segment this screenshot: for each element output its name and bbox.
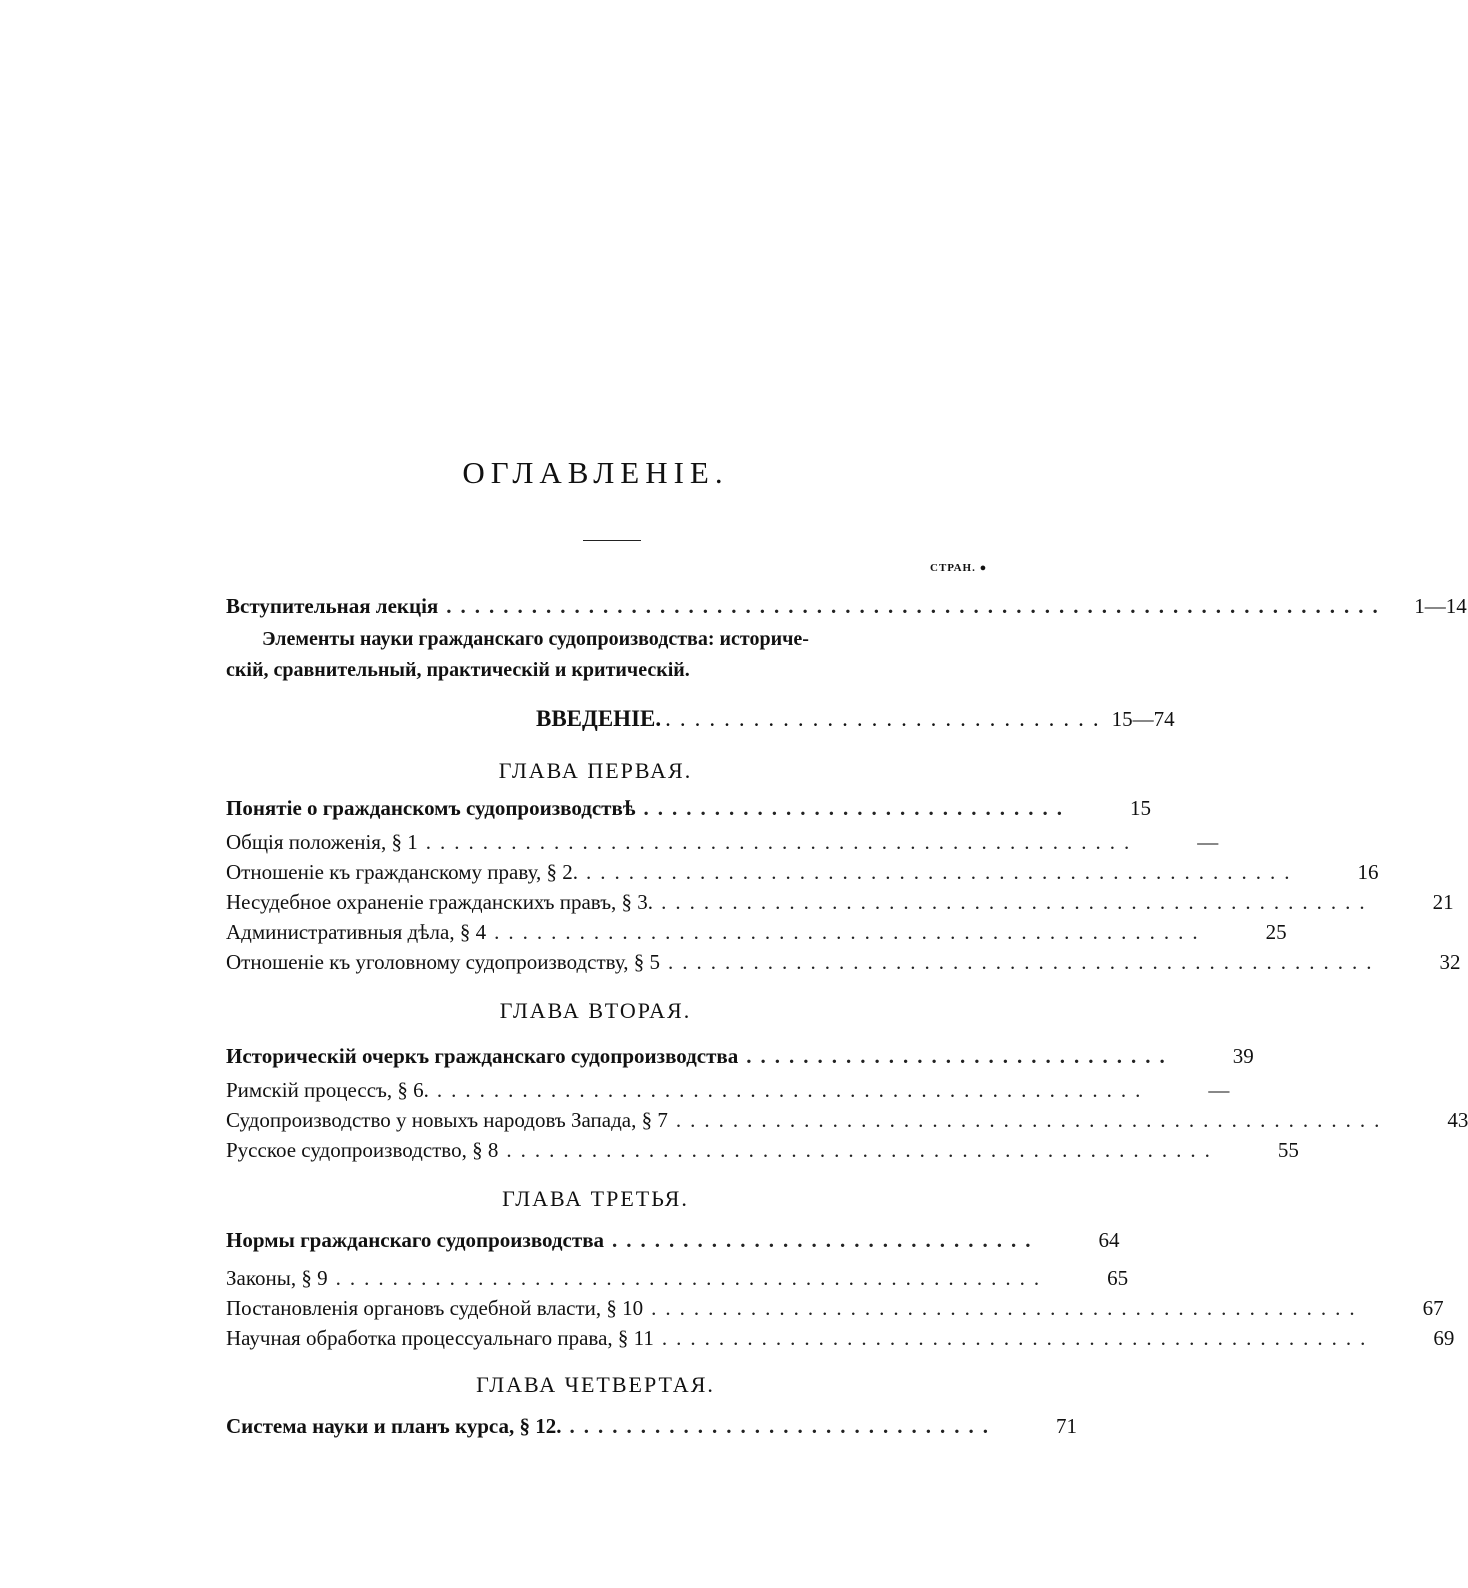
toc-entry xyxy=(226,860,1379,888)
toc-entry-page: 64 xyxy=(1098,1228,1120,1252)
toc-entry-label: Административныя дѣла, § 4 xyxy=(226,920,487,944)
toc-entry xyxy=(226,1078,1230,1106)
leader-dots: .................................................. xyxy=(585,860,1299,884)
description-line: Элементы науки гражданскаго судопроизводства: историче- xyxy=(262,628,809,650)
toc-entry-label: Система науки и планъ курса, § 12. xyxy=(226,1414,562,1438)
leader-dots: .................................................. xyxy=(425,830,1139,854)
chapter-title-entry xyxy=(226,1044,1254,1072)
page-title: ОГЛАВЛЕНІЕ. xyxy=(462,455,729,490)
toc-entry-page: 69 xyxy=(1433,1326,1455,1350)
toc-entry-label: Нормы гражданскаго судопроизводства xyxy=(226,1228,605,1252)
chapter-heading: ГЛАВА ВТОРАЯ. xyxy=(499,998,692,1023)
leader-dots: .................................................. xyxy=(335,1266,1049,1290)
toc-entry-lecture xyxy=(226,594,1467,622)
leader-dots: .............................. xyxy=(643,796,1071,820)
leader-dots: .................................................. xyxy=(668,950,1381,974)
chapter-heading: ГЛАВА ТРЕТЬЯ. xyxy=(502,1186,689,1211)
leader-dots: .................................................. xyxy=(494,920,1207,944)
leader-dots: .............................. xyxy=(746,1044,1174,1068)
leader-dots: .................................................. xyxy=(506,1138,1219,1162)
toc-entry xyxy=(226,1296,1444,1324)
toc-entry-page: 16 xyxy=(1357,860,1379,884)
chapter-heading: ГЛАВА ЧЕТВЕРТАЯ. xyxy=(476,1372,715,1397)
toc-entry-page: 21 xyxy=(1432,890,1454,914)
toc-entry-page: 32 xyxy=(1439,950,1461,974)
toc-entry-label: Научная обработка процессуальнаго права, § 11 xyxy=(226,1326,654,1350)
toc-entry-label: Русское судопроизводство, § 8 xyxy=(226,1138,499,1162)
toc-entry xyxy=(226,1108,1468,1136)
toc-entry-label: Общія положенія, § 1 xyxy=(226,830,418,854)
chapter-title-entry xyxy=(226,1414,1077,1442)
toc-entry-label: Судопроизводство у новыхъ народовъ Запада, § 7 xyxy=(226,1108,668,1132)
toc-entry-label: Отношеніе къ уголовному судопроизводству, § 5 xyxy=(226,950,660,974)
toc-entry-page: 65 xyxy=(1107,1266,1129,1290)
toc-entry xyxy=(226,1326,1455,1354)
toc-entry-page: — xyxy=(1197,830,1219,854)
leader-dots: .............................. xyxy=(612,1228,1040,1252)
toc-entry xyxy=(226,950,1461,978)
description-line: скій, сравнительный, практическій и критическій. xyxy=(226,659,690,681)
leader-dots: .............................. xyxy=(665,706,1108,731)
leader-dots: .................................................. xyxy=(661,1326,1375,1350)
toc-entry-page: 43 xyxy=(1447,1108,1468,1132)
leader-dots: .................................................................. xyxy=(446,594,1387,618)
leader-dots: .............................. xyxy=(569,1414,997,1438)
toc-entry-label: Несудебное охраненіе гражданскихъ правъ, § 3. xyxy=(226,890,654,914)
toc-entry xyxy=(226,830,1219,858)
toc-entry-label: Вступительная лекція xyxy=(226,594,439,618)
lecture-description xyxy=(226,624,906,686)
toc-entry-label: ВВЕДЕНІЕ. xyxy=(536,706,662,731)
chapter-title-entry xyxy=(226,1228,1120,1256)
toc-entry xyxy=(226,1266,1129,1294)
toc-entry-label: Историческій очеркъ гражданскаго судопроизводства xyxy=(226,1044,739,1068)
toc-entry-label: Законы, § 9 xyxy=(226,1266,328,1290)
toc-entry xyxy=(226,1138,1299,1166)
toc-entry-label: Римскій процессъ, § 6. xyxy=(226,1078,429,1102)
toc-entry-page: 15 xyxy=(1129,796,1151,820)
page-column-header: СТРАН. ● xyxy=(930,562,988,574)
toc-entry xyxy=(226,920,1287,948)
leader-dots: .................................................. xyxy=(675,1108,1389,1132)
leader-dots: .................................................. xyxy=(661,890,1374,914)
toc-entry-page: 67 xyxy=(1422,1296,1444,1320)
toc-entry-label: Отношеніе къ гражданскому праву, § 2. xyxy=(226,860,578,884)
toc-entry xyxy=(226,890,1454,918)
toc-entry-page: 39 xyxy=(1232,1044,1254,1068)
toc-entry-page: 1—14 xyxy=(1414,594,1467,618)
toc-entry-introduction xyxy=(536,706,1175,736)
toc-entry-page: 25 xyxy=(1265,920,1287,944)
chapter-title-entry xyxy=(226,796,1151,824)
leader-dots: .................................................. xyxy=(651,1296,1364,1320)
toc-entry-label: Понятіе о гражданскомъ судопроизводствѣ xyxy=(226,796,636,820)
leader-dots: .................................................. xyxy=(436,1078,1150,1102)
toc-entry-page: 15—74 xyxy=(1111,707,1175,731)
toc-entry-page: — xyxy=(1208,1078,1230,1102)
toc-entry-page: 55 xyxy=(1277,1138,1299,1162)
toc-entry-label: Постановленія органовъ судебной власти, § 10 xyxy=(226,1296,644,1320)
toc-entry-page: 71 xyxy=(1056,1414,1077,1438)
title-rule xyxy=(583,540,641,541)
chapter-heading: ГЛАВА ПЕРВАЯ. xyxy=(498,758,693,783)
